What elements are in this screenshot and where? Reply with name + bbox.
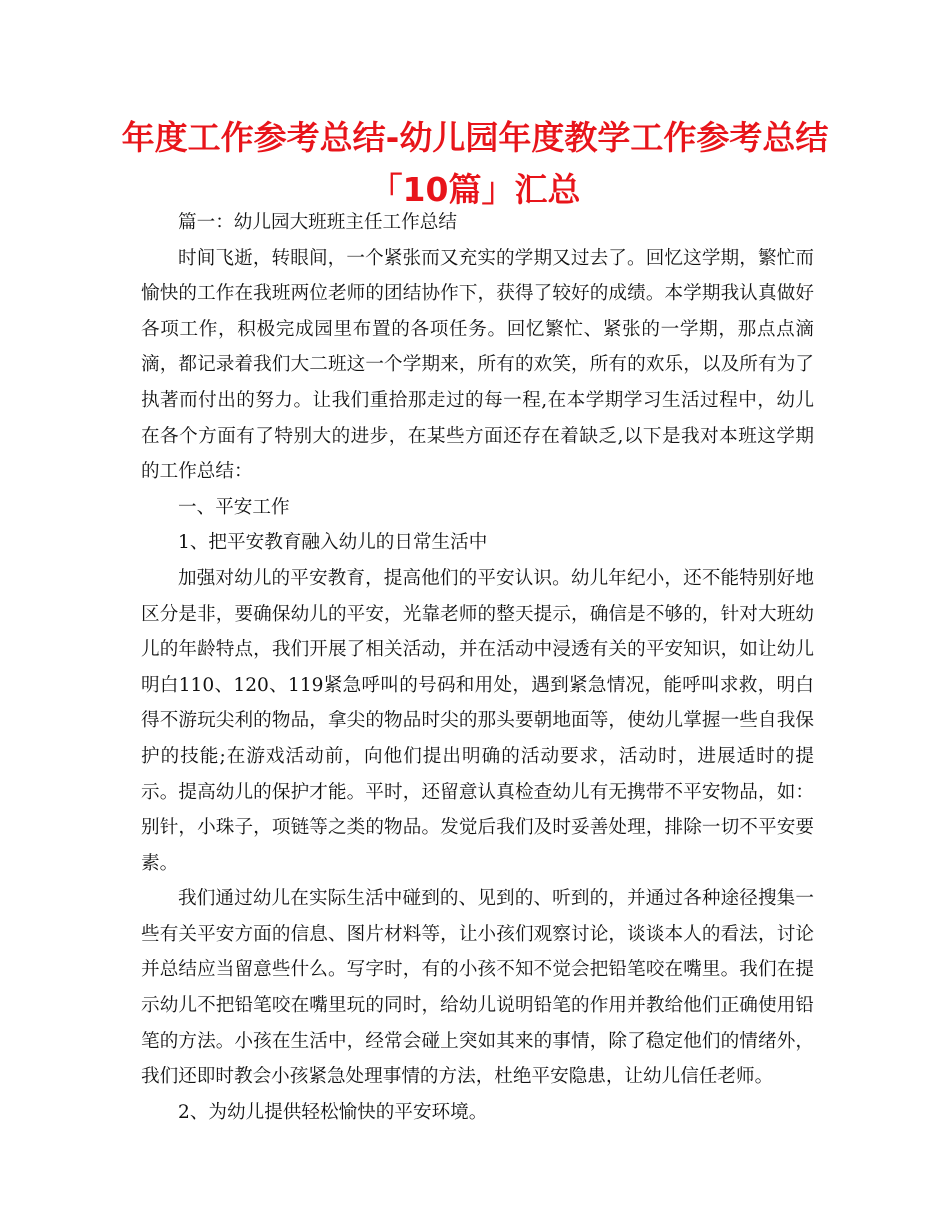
section-heading: 一、平安工作	[178, 496, 290, 518]
section-heading: 篇一：幼儿园大班班主任工作总结	[178, 212, 457, 233]
subsection-heading: 1、把平安教育融入幼儿的日常生活中	[178, 532, 488, 554]
paragraph: 加强对幼儿的平安教育，提高他们的平安认识。幼儿年纪小，还不能特别好地区分是非，要确保幼儿的平安，光靠老师的整天提示，确信是不够的，针对大班幼儿的年龄特点，我们开展了相关活动，并在活动中浸透有关的平安知识，如让幼儿明白110、120、119紧急呼叫的号码和用处，遇到紧急情况，能呼叫求救，明白得不游玩尖利的物品，拿尖的物品时尖的那头要朝地面等，使幼儿掌握一些自我保护的技能;在游戏活动前，向他们提出明确的活动要求，活动时，进展适时的提示。提高幼儿的保护才能。平时，还留意认真检查幼儿有无携带不平安物品，如：别针，小珠子，项链等之类的物品。发觉后我们及时妥善处理，排除一切不平安要素。	[141, 567, 814, 874]
paragraph: 我们通过幼儿在实际生活中碰到的、见到的、听到的，并通过各种途径搜集一些有关平安方面的信息、图片材料等，让小孩们观察讨论，谈谈本人的看法，讨论并总结应当留意些什么。写字时，有的小孩不知不觉会把铅笔咬在嘴里。我们在提示幼儿不把铅笔咬在嘴里玩的同时，给幼儿说明铅笔的作用并教给他们正确使用铅笔的方法。小孩在生活中，经常会碰上突如其来的事情，除了稳定他们的情绪外，我们还即时教会小孩紧急处理事情的方法，杜绝平安隐患，让幼儿信任老师。	[141, 888, 814, 1088]
paragraph: 时间飞逝，转眼间，一个紧张而又充实的学期又过去了。回忆这学期，繁忙而愉快的工作在我班两位老师的团结协作下，获得了较好的成绩。本学期我认真做好各项工作，积极完成园里布置的各项任务。回忆繁忙、紧张的一学期，那点点滴滴，都记录着我们大二班这一个学期来，所有的欢笑，所有的欢乐，以及所有为了执著而付出的努力。让我们重拾那走过的每一程,在本学期学习生活过程中，幼儿在各个方面有了特别大的进步，在某些方面还存在着缺乏,以下是我对本班这学期的工作总结：	[141, 247, 814, 483]
document-body	[141, 205, 814, 1130]
document-title: 年度工作参考总结-幼儿园年度教学工作参考总结「10篇」汇总	[121, 118, 829, 209]
subsection-heading: 2、为幼儿提供轻松愉快的平安环境。	[178, 1101, 488, 1123]
